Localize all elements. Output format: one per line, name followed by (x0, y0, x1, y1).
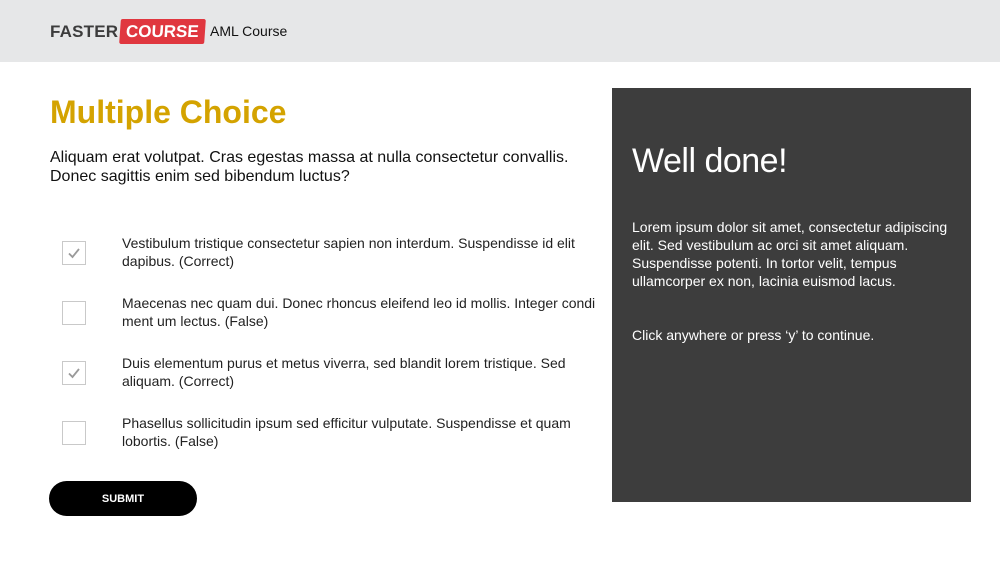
choice-label-3[interactable]: Duis elementum purus et metus viverra, sed blandit lorem tristique. Sed aliquam. (Correct) (122, 355, 566, 389)
faster-course-logo (50, 19, 205, 44)
choice-item-1[interactable] (50, 234, 605, 278)
feedback-title: Well done! (632, 142, 788, 180)
choice-label-2[interactable]: Maecenas nec quam dui. Donec rhoncus eleifend leo id mollis. Integer condi ment um lectus. (False) (122, 295, 596, 329)
choice-checkbox-4[interactable] (62, 421, 86, 445)
question-text: Aliquam erat volutpat. Cras egestas massa at nulla consectetur convallis. Donec sagittis enim sed bibendum luctus? (50, 149, 569, 185)
submit-button[interactable]: SUBMIT (49, 481, 197, 516)
check-icon (66, 245, 82, 261)
choice-checkbox-2[interactable] (62, 301, 86, 325)
feedback-panel[interactable] (612, 88, 971, 502)
choice-item-3[interactable] (50, 354, 605, 398)
continue-hint: Click anywhere or press ‘y’ to continue. (632, 327, 875, 343)
choice-item-4[interactable] (50, 414, 605, 458)
top-header (0, 0, 1000, 62)
choice-checkbox-3[interactable] (62, 361, 86, 385)
course-title: AML Course (210, 23, 288, 39)
choice-item-2[interactable] (50, 294, 605, 338)
check-icon (66, 365, 82, 381)
choice-checkbox-1[interactable] (62, 241, 86, 265)
page-title: Multiple Choice (50, 94, 287, 130)
logo-text-faster: FASTER (50, 21, 119, 41)
feedback-body: Lorem ipsum dolor sit amet, consectetur adipiscing elit. Sed vestibulum ac orci sit amet aliquam. Suspendisse potenti. In tortor velit, tempus ullamcorper ex non, lacinia euismod lacus. (632, 219, 948, 289)
logo-text-course: COURSE (119, 19, 205, 44)
choice-label-4[interactable]: Phasellus sollicitudin ipsum sed efficitur vulputate. Suspendisse et quam lobortis. (False) (122, 415, 571, 449)
choice-label-1[interactable]: Vestibulum tristique consectetur sapien non interdum. Suspendisse id elit dapibus. (Correct) (122, 235, 575, 269)
